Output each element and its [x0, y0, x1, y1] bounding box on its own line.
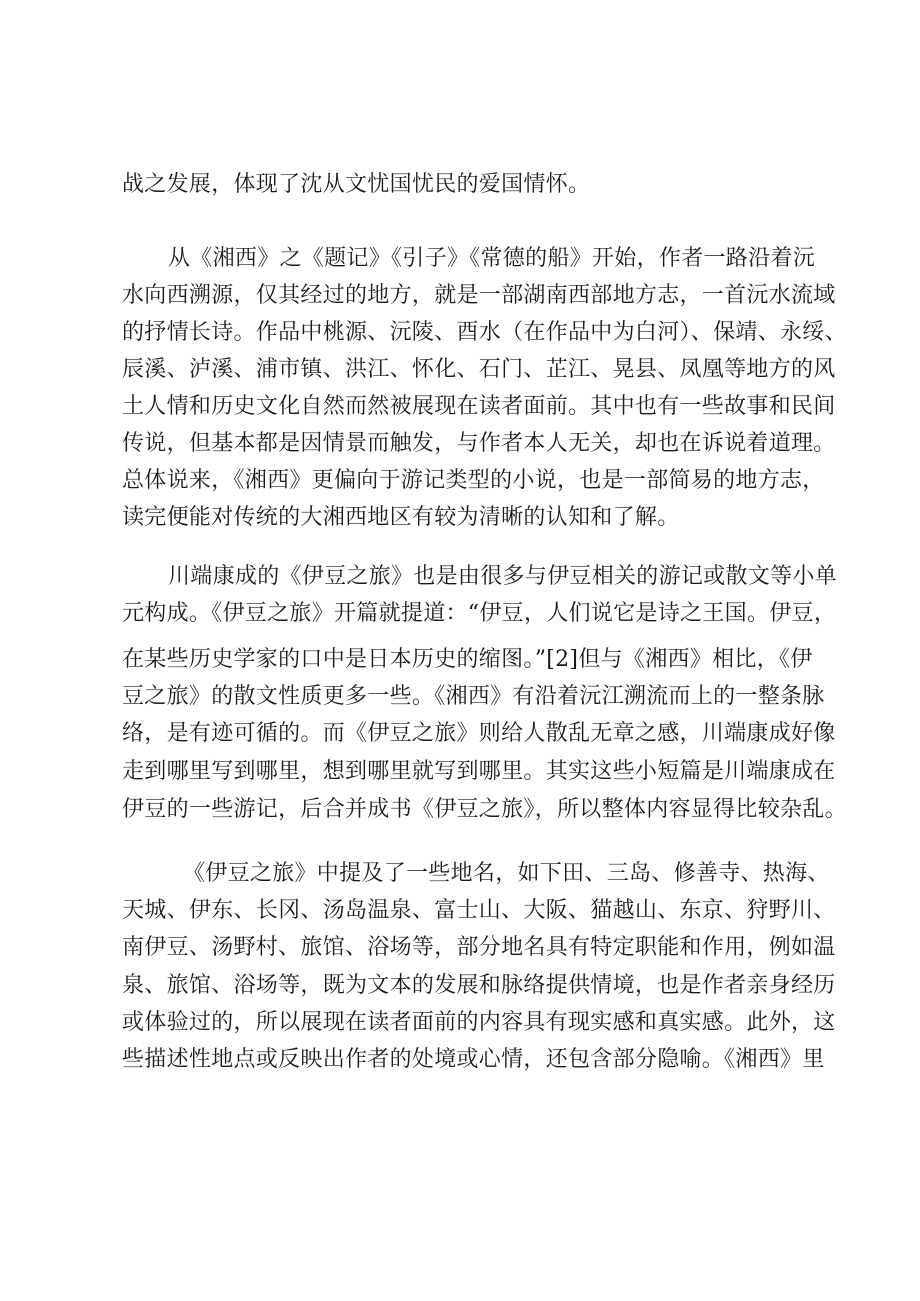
text-line: 走到哪里写到哪里，想到哪里就写到哪里。其实这些小短篇是川端康成在: [122, 759, 836, 784]
text-line: 元构成。《伊豆之旅》开篇就提道：“伊豆，人们说它是诗之王国。伊豆，: [122, 601, 837, 626]
text-line: 水向西溯源，仅其经过的地方，就是一部湖南西部地方志，一首沅水流域: [122, 283, 836, 308]
paragraph-first-line: 从《湘西》之《题记》《引子》《常德的船》开始，作者一路沿着沅: [168, 246, 816, 271]
text-line: 辰溪、泸溪、浦市镇、洪江、怀化、石门、芷江、晃县、凤凰等地方的风: [122, 357, 836, 382]
paragraph-first-line: 川端康成的《伊豆之旅》也是由很多与伊豆相关的游记或散文等小单: [168, 564, 838, 589]
text-line: 战之发展，体现了沈从文忧国忧民的爱国情怀。: [122, 172, 591, 197]
text-line: 在某些历史学家的口中是日本历史的缩图。”[2]但与《湘西》相比，《伊: [122, 647, 813, 672]
text-line: 豆之旅》的散文性质更多一些。《湘西》有沿着沅江溯流而上的一整条脉: [122, 684, 825, 709]
text-line: 的抒情长诗。作品中桃源、沅陵、酉水（在作品中为白河）、保靖、永绥、: [122, 320, 847, 345]
text-line: 土人情和历史文化自然而然被展现在读者面前。其中也有一些故事和民间: [122, 394, 836, 419]
text-line: 或体验过的，所以展现在读者面前的内容具有现实感和真实感。此外，这: [122, 1010, 836, 1035]
text-line: 传说，但基本都是因情景而触发，与作者本人无关，却也在诉说着道理。: [122, 431, 836, 456]
text-line: 总体说来，《湘西》更偏向于游记类型的小说，也是一部简易的地方志，: [122, 468, 825, 493]
paragraph-first-line: 《伊豆之旅》中提及了一些地名，如下田、三岛、修善寺、热海、: [183, 861, 830, 886]
text-line: 读完便能对传统的大湘西地区有较为清晰的认知和了解。: [122, 505, 680, 530]
text-line: 伊豆的一些游记，后合并成书《伊豆之旅》，所以整体内容显得比较杂乱。: [122, 797, 847, 822]
text-line: 些描述性地点或反映出作者的处境或心情，还包含部分隐喻。《湘西》里: [122, 1047, 825, 1072]
text-line: 络，是有迹可循的。而《伊豆之旅》则给人散乱无章之感，川端康成好像: [122, 721, 836, 746]
text-line: 天城、伊东、长冈、汤岛温泉、富士山、大阪、猫越山、东京、狩野川、: [122, 898, 836, 923]
text-line: 南伊豆、汤野村、旅馆、浴场等，部分地名具有特定职能和作用，例如温: [122, 935, 836, 960]
text-line: 泉、旅馆、浴场等，既为文本的发展和脉络提供情境，也是作者亲身经历: [122, 973, 836, 998]
